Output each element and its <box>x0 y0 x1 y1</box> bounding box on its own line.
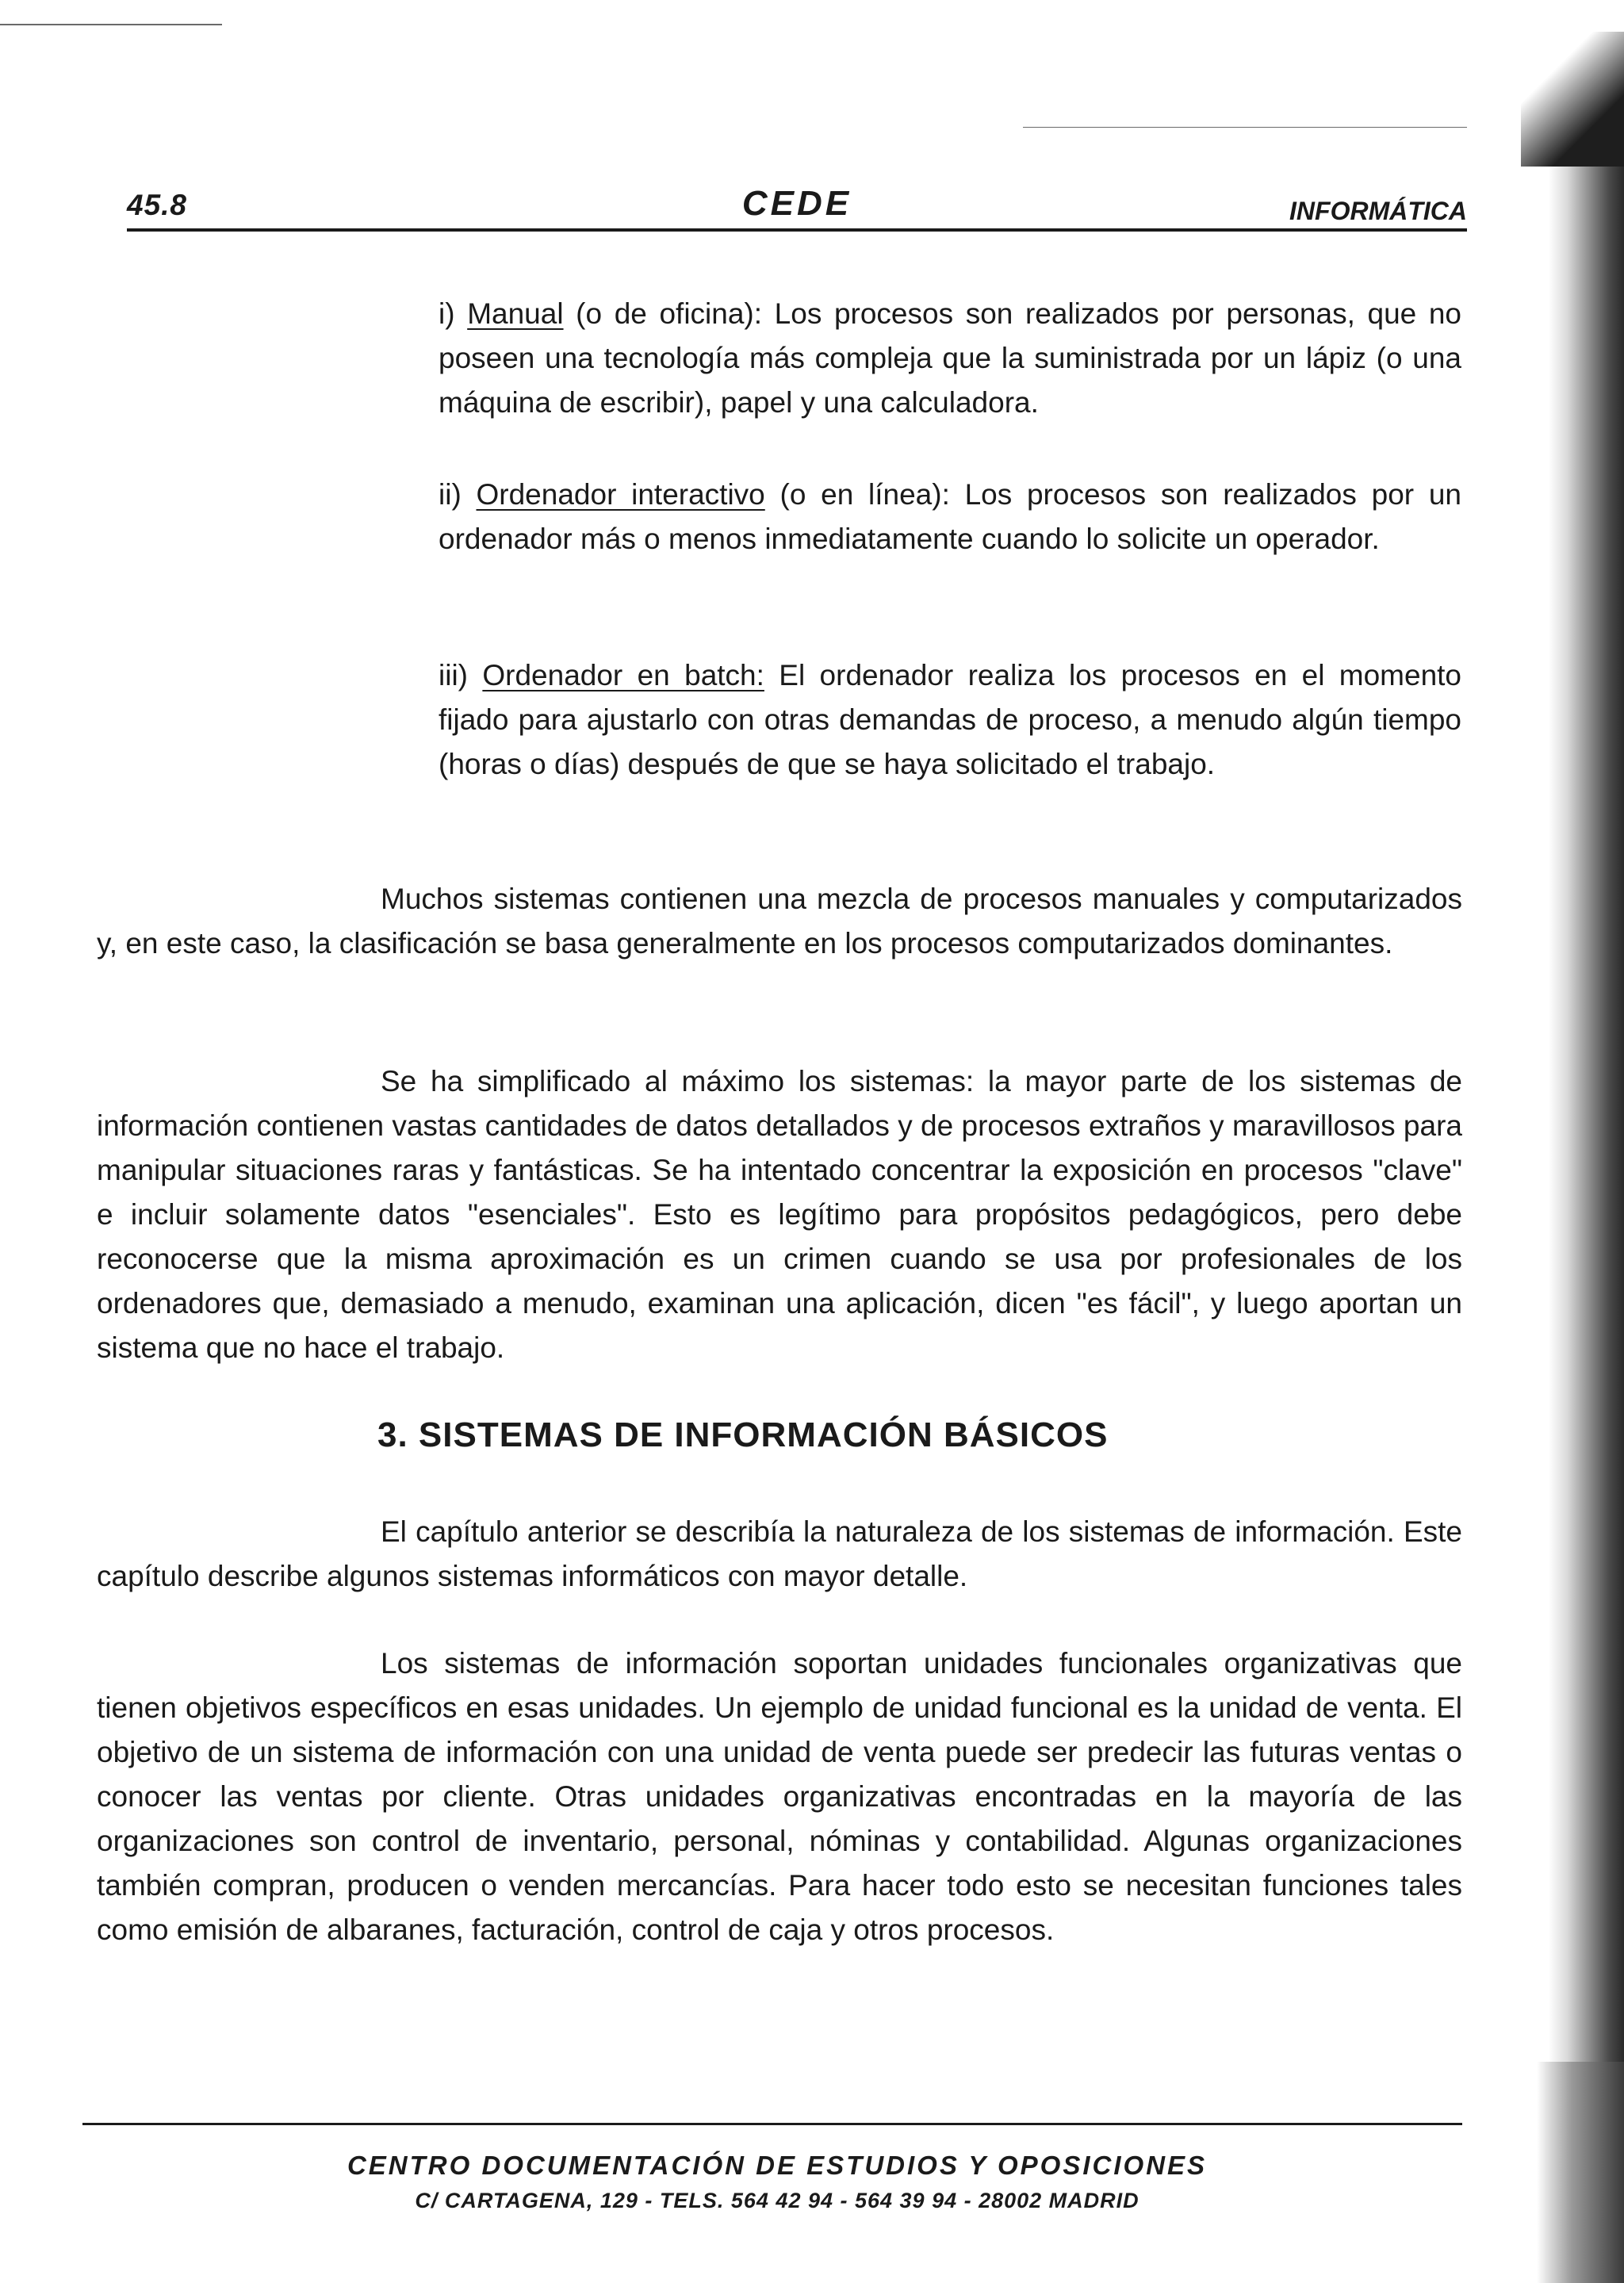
scan-artifact-line <box>1023 127 1467 128</box>
header-section-name: INFORMÁTICA <box>1289 197 1467 225</box>
list-item-term: Manual <box>467 297 564 330</box>
section-heading: 3. SISTEMAS DE INFORMACIÓN BÁSICOS <box>377 1415 1109 1454</box>
list-item-text: (o en línea): Los procesos son realizados por un ordenador más o menos inmediatamente cuando lo solicite un operador. <box>439 478 1461 555</box>
list-item-text: El ordenador realiza los procesos en el momento fijado para ajustarlo con otras demandas de proceso, a menudo algún tiempo (horas o días) después de que se haya solicitado el trabajo. <box>439 659 1462 780</box>
paragraph-chapter-intro: El capítulo anterior se describía la naturaleza de los sistemas de información. Este capítulo describe algunos sistemas informáticos con mayor detalle. <box>97 1515 1462 1592</box>
list-item-term: Ordenador interactivo <box>476 478 765 511</box>
paragraph-mixed-systems: Muchos sistemas contienen una mezcla de procesos manuales y computarizados y, en este caso, la clasificación se basa generalmente en los procesos computarizados dominantes. <box>97 883 1462 960</box>
footer-rule <box>82 2123 1462 2125</box>
scan-edge-shadow <box>1549 32 1624 2268</box>
paragraph-functional-units: Los sistemas de información soportan unidades funcionales organizativas que tienen objetivos específicos en esas unidades. Un ejemplo de unidad funcional es la unidad de venta. El objetivo de un sistema de información con una unidad de venta puede ser predecir las futuras ventas o conocer las ventas por cliente. Otras unidades organizativas encontradas en la mayoría de las organizaciones son control de inventario, personal, nóminas y contabilidad. Algunas organizaciones también compran, producen o venden mercancías. Para hacer todo esto se necesitan funciones tales como emisión de albaranes, facturación, control de caja y otros procesos. <box>97 1647 1462 1946</box>
list-item-term: Ordenador en batch: <box>482 659 764 691</box>
list-item-interactive <box>439 473 1461 561</box>
footer-organization: CENTRO DOCUMENTACIÓN DE ESTUDIOS Y OPOSICIONES <box>347 2151 1208 2180</box>
list-item-number: ii) <box>439 478 462 511</box>
page-number: 45.8 <box>127 189 188 221</box>
list-item-text: (o de oficina): Los procesos son realizados por personas, que no poseen una tecnología más compleja que la suministrada por un lápiz (o una máquina de escribir), papel y una calculadora. <box>439 297 1462 419</box>
list-item-batch <box>439 653 1461 787</box>
list-item-number: i) <box>439 297 455 330</box>
page-header <box>127 181 1467 228</box>
scan-artifact-line <box>0 24 222 25</box>
scan-edge-shadow <box>1521 32 1624 167</box>
paragraph-simplification: Se ha simplificado al máximo los sistemas: la mayor parte de los sistemas de información contienen vastas cantidades de datos detallados y de procesos extraños y maravillosos para manipular situaciones raras y fantásticas. Se ha intentado concentrar la exposición en procesos "clave" e incluir solamente datos "esenciales". Esto es legítimo para propósitos pedagógicos, pero debe reconocerse que la misma aproximación es un crimen cuando se usa por profesionales de los ordenadores que, demasiado a menudo, examinan una aplicación, dicen "es fácil", y luego aportan un sistema que no hace el trabajo. <box>97 1065 1462 1364</box>
header-rule <box>127 228 1467 232</box>
header-brand: CEDE <box>741 184 852 223</box>
list-item-manual <box>439 292 1461 425</box>
list-item-number: iii) <box>439 659 468 691</box>
footer-address: C/ CARTAGENA, 129 - TELS. 564 42 94 - 564 39 94 - 28002 MADRID <box>415 2189 1139 2212</box>
